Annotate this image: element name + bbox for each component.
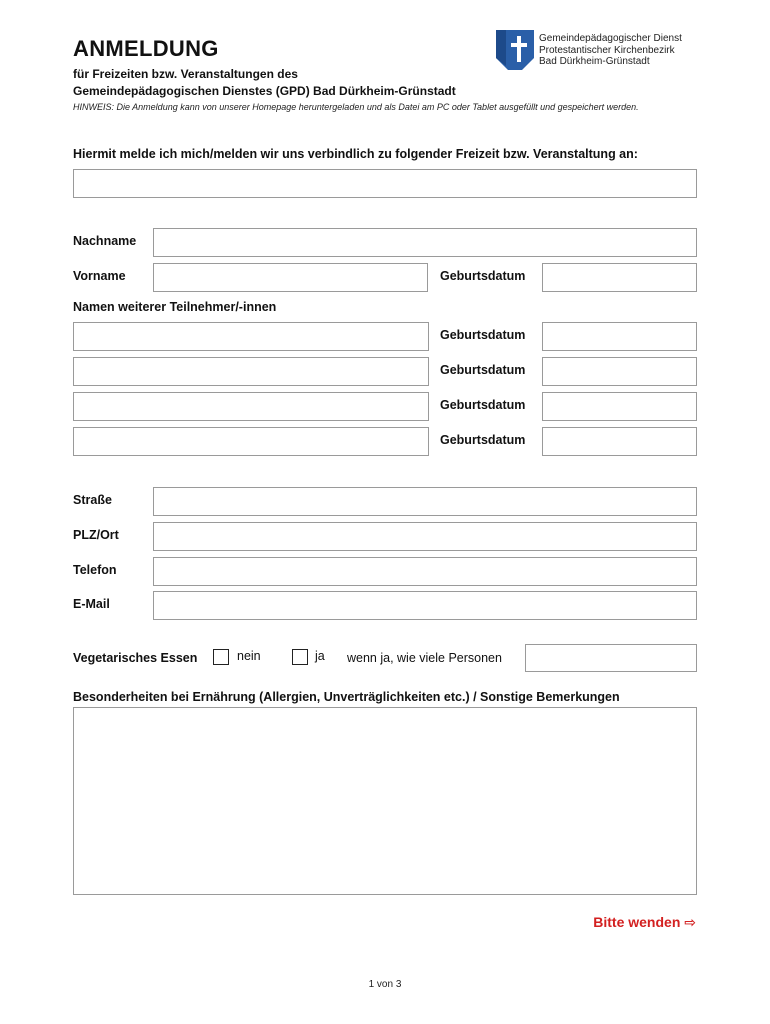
geburtsdatum-label: Geburtsdatum (440, 328, 526, 342)
email-input[interactable] (153, 591, 697, 620)
telefon-input[interactable] (153, 557, 697, 586)
vegetarisch-label: Vegetarisches Essen (73, 651, 198, 665)
teilnehmer-name-input[interactable] (73, 427, 429, 456)
vegetarisch-ja-checkbox[interactable] (292, 649, 308, 665)
bemerkungen-label: Besonderheiten bei Ernährung (Allergien, Unverträglichkeiten etc.) / Sonstige Bemerkungen (73, 690, 620, 704)
cross-shield-logo-icon (494, 28, 536, 72)
nachname-label: Nachname (73, 234, 137, 248)
geburtsdatum-label: Geburtsdatum (440, 269, 526, 283)
vegetarisch-anzahl-label: wenn ja, wie viele Personen (347, 651, 502, 665)
teilnehmer-name-input[interactable] (73, 392, 429, 421)
strasse-label: Straße (73, 493, 112, 507)
plz-ort-input[interactable] (153, 522, 697, 551)
telefon-label: Telefon (73, 563, 117, 577)
vegetarisch-nein-checkbox[interactable] (213, 649, 229, 665)
vegetarisch-nein-label: nein (237, 649, 261, 663)
geburtsdatum-input[interactable] (542, 263, 697, 292)
teilnehmer-geburtsdatum-input[interactable] (542, 357, 697, 386)
email-label: E-Mail (73, 597, 110, 611)
strasse-input[interactable] (153, 487, 697, 516)
nachname-input[interactable] (153, 228, 697, 257)
bemerkungen-textarea[interactable] (73, 707, 697, 895)
geburtsdatum-label: Geburtsdatum (440, 433, 526, 447)
intro-text: Hiermit melde ich mich/melden wir uns verbindlich zu folgender Freizeit bzw. Veranstaltung an: (73, 147, 638, 161)
event-input[interactable] (73, 169, 697, 198)
teilnehmer-geburtsdatum-input[interactable] (542, 322, 697, 351)
logo-line-1: Gemeindepädagogischer Dienst (539, 33, 682, 44)
logo-line-3: Bad Dürkheim-Grünstadt (539, 56, 650, 67)
logo-text (539, 33, 682, 68)
geburtsdatum-label: Geburtsdatum (440, 398, 526, 412)
subtitle-line-1: für Freizeiten bzw. Veranstaltungen des (73, 67, 298, 81)
teilnehmer-geburtsdatum-input[interactable] (542, 427, 697, 456)
page-title: ANMELDUNG (73, 36, 219, 61)
vegetarisch-anzahl-input[interactable] (525, 644, 697, 672)
bitte-wenden-text: Bitte wenden ⇨ (593, 914, 696, 930)
weitere-teilnehmer-label: Namen weiterer Teilnehmer/-innen (73, 300, 277, 314)
vegetarisch-ja-label: ja (315, 649, 325, 663)
subtitle-line-2: Gemeindepädagogischen Dienstes (GPD) Bad Dürkheim-Grünstadt (73, 84, 456, 98)
vorname-label: Vorname (73, 269, 126, 283)
teilnehmer-name-input[interactable] (73, 357, 429, 386)
hint-text: HINWEIS: Die Anmeldung kann von unserer Homepage heruntergeladen und als Datei am PC oder Tablet ausgefüllt und gespeichert werden. (73, 102, 639, 112)
teilnehmer-geburtsdatum-input[interactable] (542, 392, 697, 421)
vorname-input[interactable] (153, 263, 428, 292)
teilnehmer-name-input[interactable] (73, 322, 429, 351)
page-number: 1 von 3 (368, 979, 402, 990)
logo-line-2: Protestantischer Kirchenbezirk (539, 44, 675, 56)
plz-ort-label: PLZ/Ort (73, 528, 119, 542)
geburtsdatum-label: Geburtsdatum (440, 363, 526, 377)
